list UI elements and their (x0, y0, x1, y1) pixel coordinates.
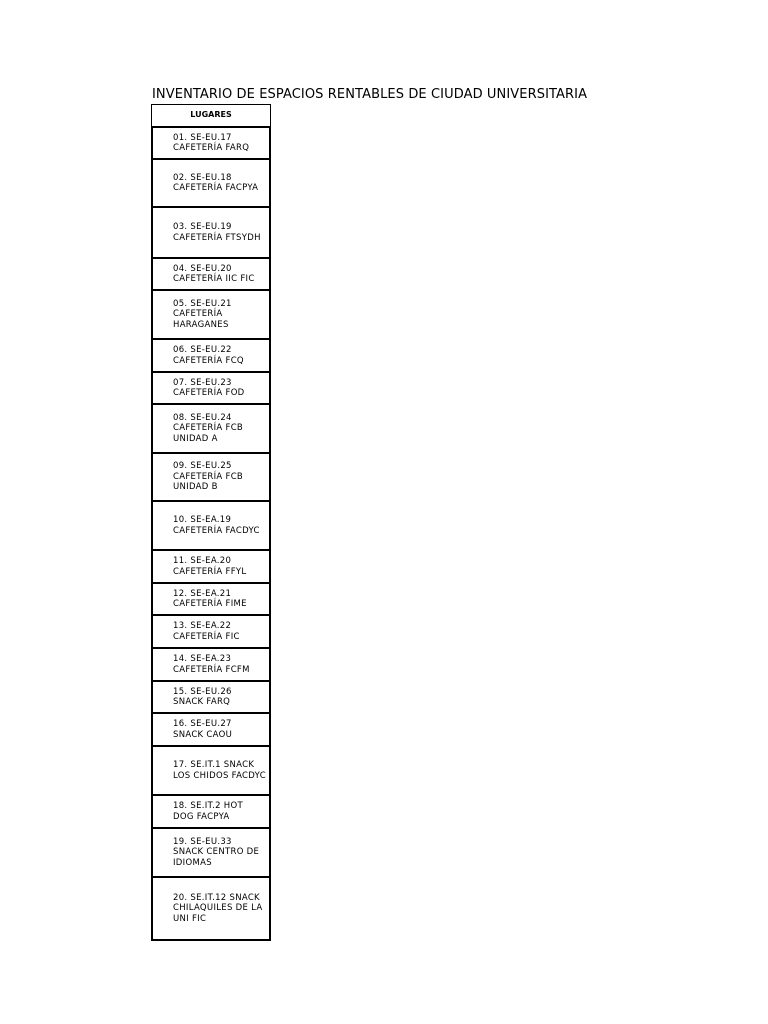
row-text: 15. SE-EU.26 SNACK FARQ (173, 686, 232, 707)
table-row (151, 745, 271, 794)
row-text: 04. SE-EU.20 CAFETERÍA IIC FIC (173, 263, 255, 284)
table-row (151, 338, 271, 371)
table-row (151, 712, 271, 745)
table-row (151, 452, 271, 500)
row-text: 12. SE-EA.21 CAFETERÍA FIME (173, 588, 247, 609)
table-row (151, 500, 271, 549)
row-text: 06. SE-EU.22 CAFETERÍA FCQ (173, 345, 244, 366)
row-text: 03. SE-EU.19 CAFETERÍA FTSYDH (173, 222, 261, 243)
row-text: 05. SE-EU.21 CAFETERÍA HARAGANES (173, 298, 232, 330)
row-text: 17. SE.IT.1 SNACK LOS CHIDOS FACDYC (173, 760, 266, 781)
row-text: 09. SE-EU.25 CAFETERÍA FCB UNIDAD B (173, 461, 244, 493)
row-text: 16. SE-EU.27 SNACK CAOU (173, 719, 233, 740)
table-row (151, 582, 271, 614)
table-row (151, 794, 271, 827)
table-row (151, 876, 271, 941)
row-text: 10. SE-EA.19 CAFETERÍA FACDYC (173, 515, 260, 536)
table-row (151, 158, 271, 206)
document-title: INVENTARIO DE ESPACIOS RENTABLES DE CIUDAD UNIVERSITARIA (152, 87, 588, 102)
row-text: 13. SE-EA.22 CAFETERÍA FIC (173, 621, 240, 642)
table-row (151, 257, 271, 289)
table-row (151, 289, 271, 338)
table-row (151, 614, 271, 647)
table-row (151, 371, 271, 403)
row-text: 14. SE-EA.23 CAFETERÍA FCFM (173, 654, 250, 675)
row-text: 20. SE.IT.12 SNACK CHILAQUILES DE LA UNI FIC (173, 892, 263, 924)
row-text: 07. SE-EU.23 CAFETERÍA FOD (173, 377, 245, 398)
row-text: 11. SE-EA.20 CAFETERÍA FFYL (173, 556, 247, 577)
row-text: 01. SE-EU.17 CAFETERÍA FARQ (173, 132, 250, 153)
row-text: 02. SE-EU.18 CAFETERÍA FACPYA (173, 172, 259, 193)
table-row (151, 126, 271, 158)
table-row (151, 403, 271, 452)
table-row (151, 827, 271, 876)
table-row (151, 680, 271, 712)
table-row (151, 647, 271, 680)
row-text: 19. SE-EU.33 SNACK CENTRO DE IDIOMAS (173, 836, 260, 868)
table-row (151, 549, 271, 582)
column-header-lugares: LUGARES (151, 104, 271, 126)
row-text: 08. SE-EU.24 CAFETERÍA FCB UNIDAD A (173, 412, 244, 444)
row-text: 18. SE.IT.2 HOT DOG FACPYA (173, 801, 243, 822)
table-row (151, 206, 271, 257)
